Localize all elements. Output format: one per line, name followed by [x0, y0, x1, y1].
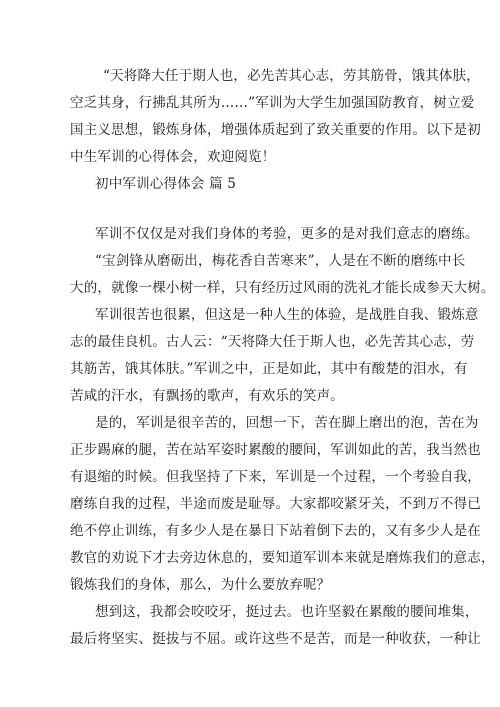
- paragraph-4-line-6: 教官的劝说下才去旁边休息的，要知道军训本来就是磨炼我们的意志，: [70, 550, 495, 566]
- paragraph-2-line-2: 大的，就像一棵小树一样，只有经历过风雨的洗礼才能长成参天大树。: [70, 280, 495, 296]
- paragraph-4-line-2: 正步踢麻的腿，苦在站军姿时累酸的腰间，军训如此的苦，我当然也: [70, 442, 481, 458]
- paragraph-4-line-3: 有退缩的时候。但我坚持了下来，军训是一个过程，一个考验自我，: [70, 469, 481, 485]
- paragraph-2-line-1: “宝剑锋从磨砺出，梅花香自苦寒来”，人是在不断的磨练中长: [95, 253, 466, 269]
- intro-line-1: “天将降大任于期人也，必先苦其心志，劳其筋骨，饿其体肤，: [103, 68, 481, 84]
- paragraph-1-line-1: 军训不仅仅是对我们身体的考验，更多的是对我们意志的磨练。: [95, 226, 479, 242]
- paragraph-3-line-4: 苦咸的汗水，有飘扬的歌声，有欢乐的笑声。: [70, 388, 344, 404]
- intro-line-3: 国主义思想，锻炼身体，增强体质起到了致关重要的作用。以下是初: [70, 122, 481, 138]
- intro-line-4: 中生军训的心得体会，欢迎阅览！: [70, 149, 276, 165]
- paragraph-3-line-2: 志的最佳良机。古人云：“天将降大任于斯人也，必先苦其心志，劳: [70, 334, 475, 350]
- section-title: 初中军训心得体会 篇 5: [95, 176, 237, 192]
- paragraph-3-line-3: 其筋苦，饿其体肤。”军训之中，正是如此，其中有酸楚的泪水，有: [70, 361, 468, 377]
- paragraph-4-line-1: 是的，军训是很辛苦的，回想一下，苦在脚上磨出的泡，苦在为: [95, 415, 479, 431]
- intro-line-2: 空乏其身，行拂乱其所为……”军训为大学生加强国防教育，树立爱: [70, 95, 475, 111]
- paragraph-5-line-2: 最后将坚实、挺拔与不屈。或许这些不是苦，而是一种收获，一种让: [70, 631, 481, 647]
- paragraph-5-line-1: 想到这，我都会咬咬牙，挺过去。也许坚毅在累酸的腰间堆集，: [95, 604, 479, 620]
- paragraph-4-line-5: 绝不停止训练，有多少人是在暴日下站着倒下去的，又有多少人是在: [70, 523, 481, 539]
- paragraph-4-line-4: 磨练自我的过程，半途而废是耻辱。大家都咬紧牙关，不到万不得已: [70, 496, 481, 512]
- paragraph-3-line-1: 军训很苦也很累，但这是一种人生的体验，是战胜自我、锻炼意: [95, 307, 479, 323]
- paragraph-4-line-7: 锻炼我们的身体，那么，为什么要放弃呢？: [70, 577, 331, 593]
